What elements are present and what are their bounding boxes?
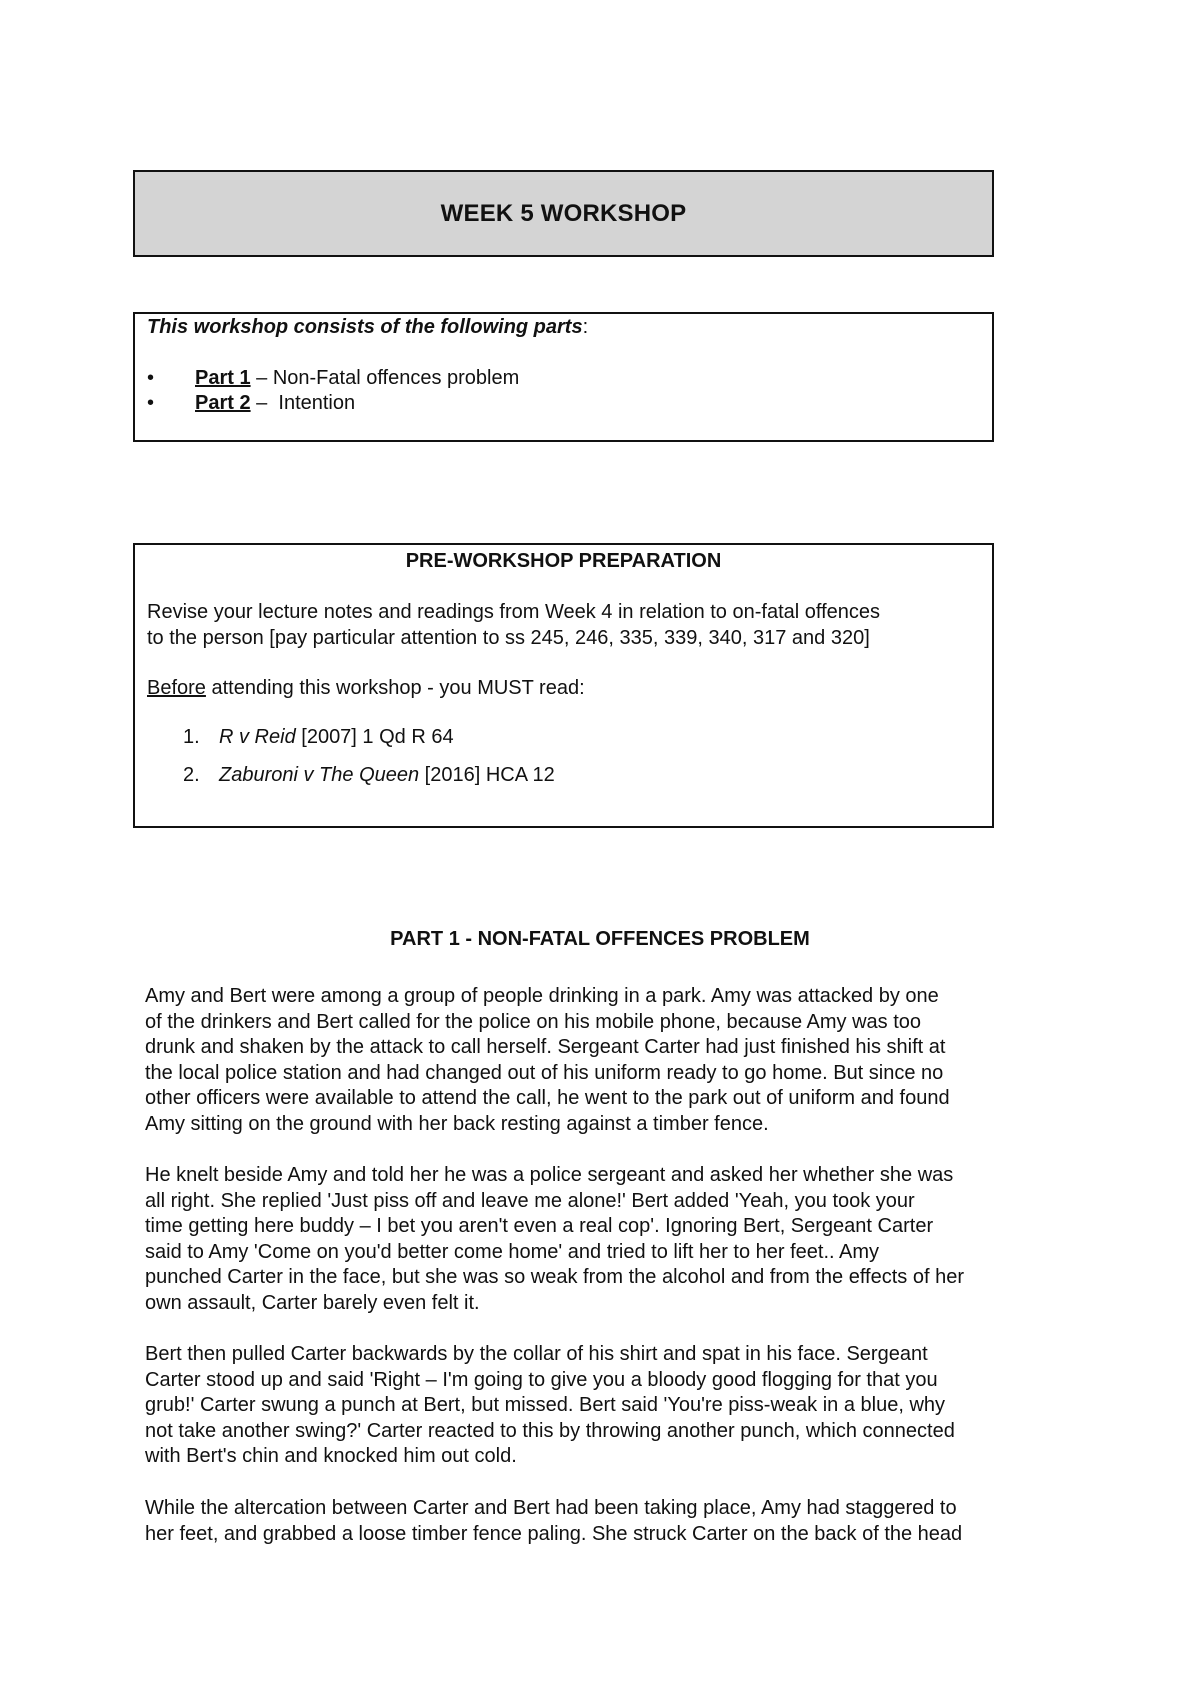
- text-line: all right. She replied 'Just piss off and leave me alone!' Bert added 'Yeah, you took your: [145, 1189, 915, 1212]
- reading-case-name: Zaburoni v The Queen: [219, 764, 420, 786]
- text-line: other officers were available to attend the call, he went to the park out of uniform and found: [145, 1087, 950, 1110]
- reading-item: [183, 726, 454, 749]
- reading-citation: [2016] HCA 12: [419, 764, 555, 786]
- parts-intro-colon: :: [582, 316, 589, 338]
- part-description: – Intention: [250, 392, 356, 414]
- text-line: the local police station and had changed out of his uniform ready to go home. But since no: [145, 1061, 944, 1084]
- text-line: time getting here buddy – I bet you aren't even a real cop'. Ignoring Bert, Sergeant Carter: [145, 1215, 934, 1238]
- bullet-icon: •: [147, 367, 155, 389]
- before-rest: attending this workshop - you MUST read:: [205, 677, 585, 699]
- part-label: Part 2: [195, 392, 251, 414]
- text-line: Amy sitting on the ground with her back resting against a timber fence.: [145, 1112, 769, 1135]
- prep-before-line: [147, 677, 585, 700]
- text-line: said to Amy 'Come on you'd better come home' and tried to lift her to her feet.. Amy: [145, 1240, 880, 1263]
- text-line: of the drinkers and Bert called for the police on his mobile phone, because Amy was too: [145, 1010, 922, 1033]
- text-line: While the altercation between Carter and Bert had been taking place, Amy had staggered to: [145, 1497, 957, 1519]
- prep-box: [133, 543, 994, 828]
- text-line: Bert then pulled Carter backwards by the collar of his shirt and spat in his face. Sergeant: [145, 1343, 928, 1365]
- text-line: Amy and Bert were among a group of people drinking in a park. Amy was attacked by one: [145, 985, 939, 1007]
- reading-item: [183, 764, 555, 787]
- prep-heading: PRE-WORKSHOP PREPARATION: [405, 550, 722, 572]
- parts-box: [133, 312, 994, 442]
- text-line: He knelt beside Amy and told her he was a police sergeant and asked her whether she was: [145, 1164, 954, 1186]
- list-item: [147, 391, 519, 416]
- bullet-icon: •: [147, 392, 155, 414]
- prep-paragraph-line: Revise your lecture notes and readings from Week 4 in relation to on-fatal offences: [147, 601, 880, 623]
- prep-paragraph-line: to the person [pay particular attention to ss 245, 246, 335, 339, 340, 317 and 320]: [147, 627, 870, 649]
- parts-list: [147, 366, 519, 416]
- prep-paragraph: [147, 599, 967, 651]
- list-item: [147, 366, 519, 391]
- reading-citation: [2007] 1 Qd R 64: [295, 726, 454, 748]
- title-box: [133, 170, 994, 257]
- text-line: Carter stood up and said 'Right – I'm going to give you a bloody good flogging for that you: [145, 1368, 938, 1391]
- paragraph: [145, 1496, 1065, 1547]
- parts-intro-lead: This workshop consists of the following parts: [147, 316, 583, 338]
- part-description: – Non-Fatal offences problem: [250, 367, 520, 389]
- before-underlined: Before: [147, 677, 206, 699]
- text-line: her feet, and grabbed a loose timber fence paling. She struck Carter on the back of the head: [145, 1522, 963, 1545]
- page-title: WEEK 5 WORKSHOP: [440, 199, 687, 227]
- paragraph: [145, 1163, 1065, 1317]
- reading-number: 1.: [183, 726, 200, 748]
- parts-intro: [147, 316, 588, 339]
- part-label: Part 1: [195, 367, 251, 389]
- text-line: grub!' Carter swung a punch at Bert, but missed. Bert said 'You're piss-weak in a blue, why: [145, 1394, 946, 1417]
- text-line: drunk and shaken by the attack to call herself. Sergeant Carter had just finished his shift at: [145, 1036, 946, 1059]
- text-line: not take another swing?' Carter reacted to this by throwing another punch, which connected: [145, 1419, 955, 1442]
- section-heading: PART 1 - NON-FATAL OFFENCES PROBLEM: [390, 928, 810, 950]
- reading-case-name: R v Reid: [219, 726, 296, 748]
- reading-number: 2.: [183, 764, 200, 786]
- text-line: own assault, Carter barely even felt it.: [145, 1291, 480, 1314]
- paragraph: [145, 1342, 1065, 1470]
- paragraph: [145, 984, 1065, 1138]
- text-line: punched Carter in the face, but she was so weak from the alcohol and from the effects of her: [145, 1266, 964, 1289]
- text-line: with Bert's chin and knocked him out cold.: [145, 1445, 517, 1468]
